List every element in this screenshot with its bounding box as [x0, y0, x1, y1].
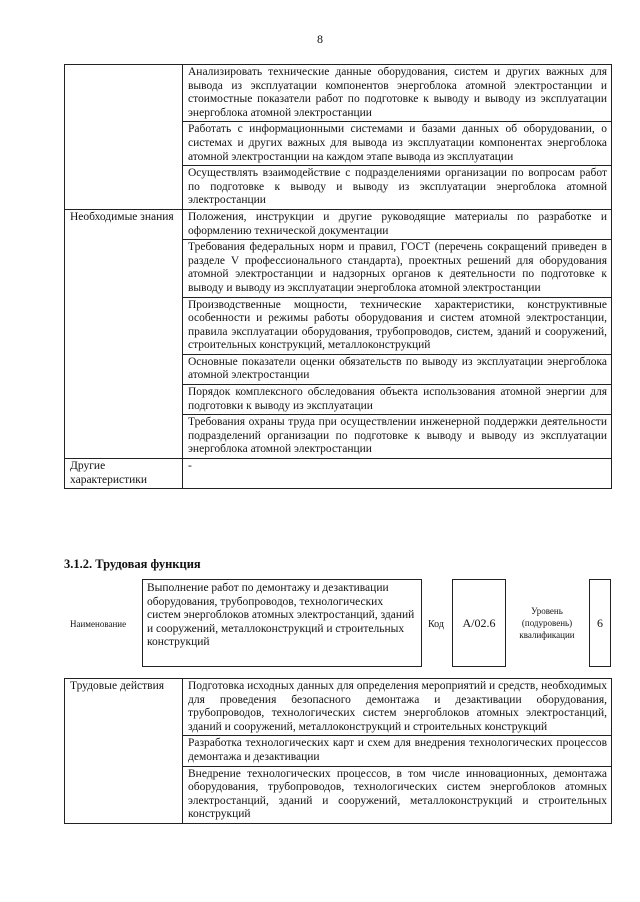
code-label: Код	[428, 619, 444, 630]
requirements-table	[64, 64, 612, 489]
knowledge-cell: Порядок комплексного обследования объекта использования атомной энергии для подготовки к выводу из эксплуатации	[183, 385, 612, 415]
skill-cell: Осуществлять взаимодействие с подразделениями организации по вопросам работ по подготовке к выводу и выводу из эксплуатации энергоблока атомной электростанции	[183, 166, 612, 210]
table-row	[65, 459, 612, 489]
qualification-level-box: 6	[589, 579, 611, 667]
name-label: Наименование	[70, 619, 127, 629]
labor-action-cell: Разработка технологических карт и схем для внедрения технологических процессов демонтажа и дезактивации	[183, 736, 612, 766]
function-name-box: Выполнение работ по демонтажу и дезактивации оборудования, трубопроводов, технологических систем энергоблоков атомных электростанций, зданий и сооружений, металлоконструкций и строительных конструкций	[142, 579, 422, 667]
page-number: 8	[317, 32, 323, 46]
labor-action-cell: Подготовка исходных данных для определения мероприятий и средств, необходимых для проведения безопасного демонтажа и дезактивации оборудования, трубопроводов, технологических систем энергоблоков атомных электростанций, зданий и сооружений, металлоконструкций и строительных конструкций	[183, 679, 612, 736]
code-box: А/02.6	[452, 579, 506, 667]
knowledge-label: Необходимые знания	[65, 209, 183, 458]
skill-cell: Работать с информационными системами и базами данных об оборудовании, о системах и других важных для вывода из эксплуатации компонентах энергоблока атомной электростанции на каждом этапе вывода из эксплуатации	[183, 122, 612, 166]
table-row	[65, 679, 612, 736]
labor-actions-table	[64, 678, 612, 824]
table-row	[65, 209, 612, 239]
section-heading: 3.1.2. Трудовая функция	[64, 557, 201, 571]
table-row	[65, 65, 612, 122]
knowledge-cell: Основные показатели оценки обязательств по выводу из эксплуатации энергоблока атомной электростанции	[183, 354, 612, 384]
knowledge-cell: Положения, инструкции и другие руководящие материалы по разработке и оформлению технической документации	[183, 209, 612, 239]
other-characteristics-value: -	[183, 459, 612, 489]
qualification-level-label: Уровень (подуровень) квалификации	[519, 606, 575, 640]
other-characteristics-label: Другие характеристики	[65, 459, 183, 489]
knowledge-cell: Требования охраны труда при осуществлении инженерной поддержки деятельности подразделений организации по подготовке к выводу и выводу из эксплуатации энергоблока атомной электростанции	[183, 415, 612, 459]
skill-cell: Анализировать технические данные оборудования, систем и других важных для вывода из эксплуатации компонентов энергоблока атомной электростанции и стоимостные показатели работ по подготовке к выводу и выводу из эксплуатации энергоблока атомной электростанции	[183, 65, 612, 122]
labor-action-cell: Внедрение технологических процессов, в том числе инновационных, демонтажа оборудования, трубопроводов, технологических систем энергоблоков атомных электростанций, зданий и сооружений, металлоконструкций и строительных конструкций	[183, 766, 612, 823]
knowledge-cell: Производственные мощности, технические характеристики, конструктивные особенности и режимы работы оборудования и систем атомной электростанции, правила эксплуатации оборудования, трубопроводов, систем, зданий и сооружений, строительных конструкций, металлоконструкций	[183, 297, 612, 354]
labor-actions-label: Трудовые действия	[65, 679, 183, 824]
knowledge-cell: Требования федеральных норм и правил, ГОСТ (перечень сокращений приведен в разделе V профессионального стандарта), проектных решений для оборудования атомной электростанции и надзорных органов к деятельности по подготовке к выводу и выводу из эксплуатации энергоблока атомной электростанции	[183, 240, 612, 297]
empty-label-cell	[65, 65, 183, 210]
